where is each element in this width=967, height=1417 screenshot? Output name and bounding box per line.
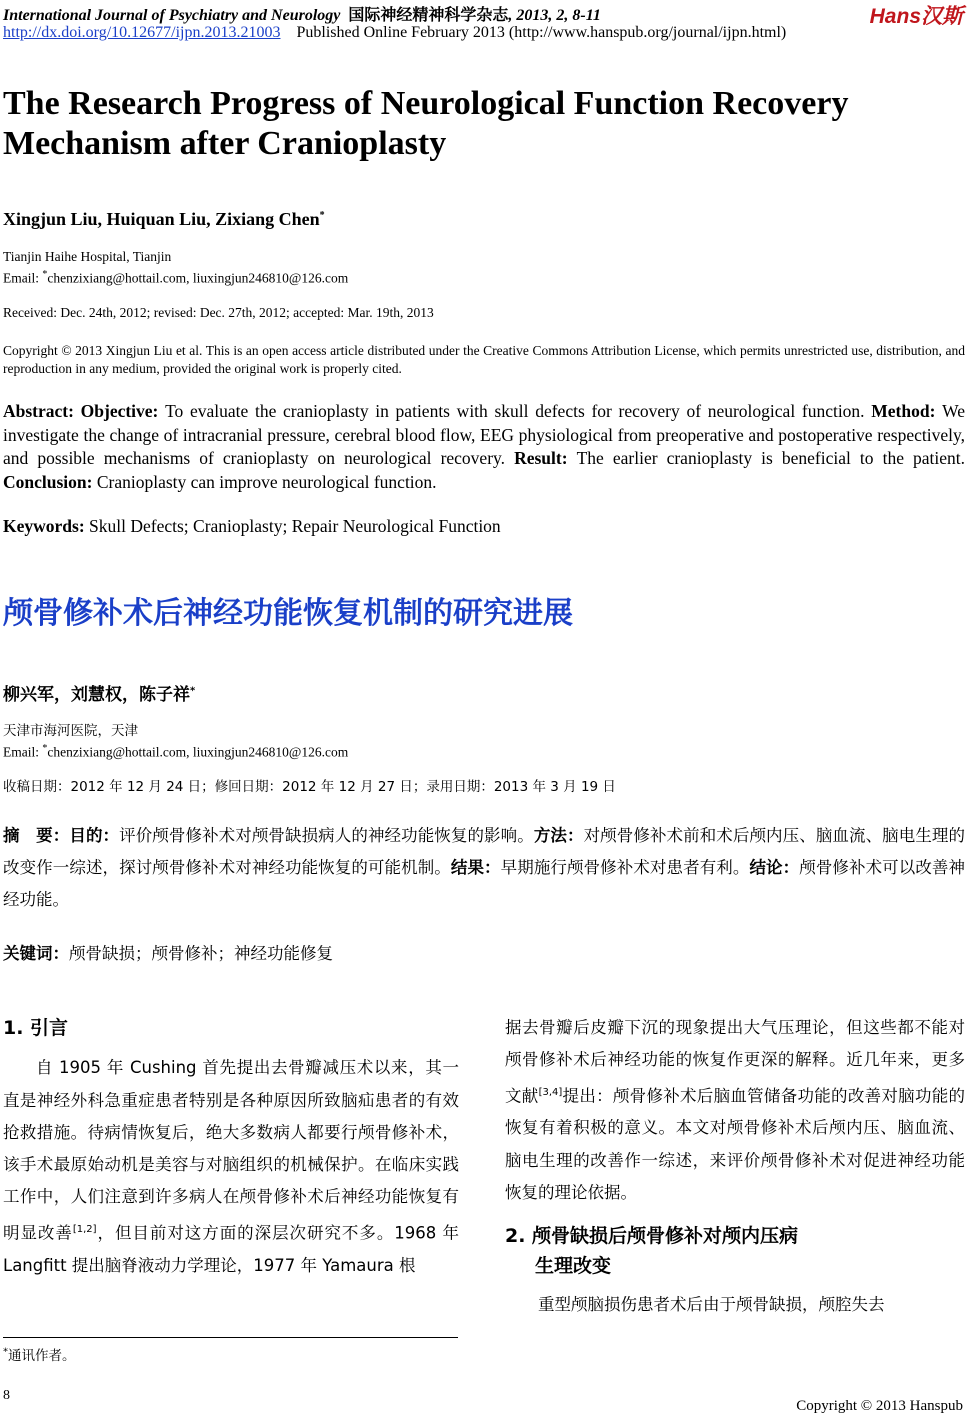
footer-copyright: Copyright © 2013 Hanspub [796, 1398, 963, 1414]
section-2-heading [505, 1221, 965, 1281]
cn-result-text: 早期施行颅骨修补术对患者有利。 [500, 858, 750, 877]
hans-logo: Hans汉斯 [869, 5, 963, 28]
english-authors: Xingjun Liu, Huiquan Liu, Zixiang Chen* [3, 209, 325, 229]
abstract-label: Abstract: [3, 401, 81, 421]
chinese-authors: 柳兴军，刘慧权，陈子祥* [3, 685, 196, 705]
cn-conclusion-text: 颅骨修补术可以改善神经功能。 [3, 858, 966, 909]
cn-keywords-label: 关键词： [3, 944, 69, 963]
chinese-keywords [3, 940, 333, 964]
intro-text-b: ，但目前对这方面的深层次研究不多。1968 年 Langfitt 提出脑脊液动力学理论，1977 年 Yamaura 根 [3, 1223, 459, 1275]
intro-paragraph [3, 1052, 459, 1282]
continued-paragraph [505, 1012, 965, 1209]
cn-keywords-text: 颅骨缺损；颅骨修补；神经功能修复 [69, 944, 333, 963]
doi-link[interactable]: http://dx.doi.org/10.12677/ijpn.2013.21003 [3, 24, 281, 41]
english-keywords [3, 516, 501, 537]
result-label: Result: [514, 448, 577, 468]
section-2-heading-line1: 2. 颅骨缺损后颅骨修补对颅内压病 [505, 1225, 799, 1248]
english-received: Received: Dec. 24th, 2012; revised: Dec. 27th, 2012; accepted: Mar. 19th, 2013 [3, 305, 434, 320]
chinese-received: 收稿日期：2012 年 12 月 24 日；修回日期：2012 年 12 月 27 日；录用日期：2013 年 3 月 19 日 [3, 779, 616, 795]
authors-text: Xingjun Liu, Huiquan Liu, Zixiang Chen [3, 209, 320, 229]
english-abstract [3, 400, 965, 494]
chinese-title: 颅骨修补术后神经功能恢复机制的研究进展 [3, 596, 573, 631]
publication-line [3, 24, 786, 42]
section-2-heading-line2: 生理改变 [535, 1255, 612, 1278]
english-title: The Research Progress of Neurological Function Recovery Mechanism after Cranioplasty [3, 85, 849, 162]
journal-header [3, 2, 601, 25]
citation-ref[interactable]: [3,4] [538, 1086, 563, 1098]
method-label: Method: [871, 401, 943, 421]
citation: , 2013, 2, 8-11 [508, 7, 601, 24]
chinese-email: Email: *chenzixiang@hottail.com, liuxingjun246810@126.com [3, 743, 349, 760]
footnote: *通讯作者。 [3, 1346, 76, 1364]
cn-email-text: chenzixiang@hottail.com, liuxingjun246810@126.com [47, 744, 349, 760]
cn-method-text: 对颅骨修补术前和术后颅内压、脑血流、脑电生理的改变作一综述，探讨颅骨修补术对神经功能恢复的可能机制。 [3, 826, 966, 877]
cn-objective-label: 目的： [69, 826, 120, 845]
objective-label: Objective: [80, 401, 166, 421]
english-copyright: Copyright © 2013 Xingjun Liu et al. This is an open access article distributed under the Creative Commons Attribution License, which permits unrestricted use, distribution, and reproduction in any medium, provided the original work is properly cited. [3, 343, 965, 376]
right-column [505, 1012, 965, 1322]
journal-name: International Journal of Psychiatry and Neurology [3, 7, 341, 24]
cn-method-label: 方法： [533, 826, 584, 845]
journal-name-cn: 国际神经精神科学杂志 [348, 7, 509, 24]
conclusion-label: Conclusion: [3, 471, 97, 492]
footnote-divider [3, 1337, 458, 1338]
footnote-text: 通讯作者。 [8, 1348, 76, 1364]
chinese-affiliation: 天津市海河医院，天津 [3, 723, 138, 739]
page-number: 8 [3, 1388, 10, 1403]
intro-text-a: 自 1905 年 Cushing 首先提出去骨瓣减压术以来，其一直是神经外科急重症患者特别是各种原因所致脑疝患者的有效抢救措施。待病情恢复后，绝大多数病人都要行颅骨修补术，该手术最原始动机是美容与对脑组织的机械保护。在临床实践工作中，人们注意到许多病人在颅骨修补术后神经功能恢复有明显改善 [3, 1058, 459, 1243]
cn-abstract-label: 摘 要： [3, 826, 70, 845]
cn-authors-text: 柳兴军，刘慧权，陈子祥 [3, 685, 190, 705]
section-2-paragraph: 重型颅脑损伤患者术后由于颅骨缺损，颅腔失去 [538, 1295, 885, 1315]
keywords-label: Keywords: [3, 516, 90, 536]
english-affiliation: Tianjin Haihe Hospital, Tianjin [3, 249, 172, 264]
para2-text-a: 据去骨瓣后皮瓣下沉的现象提出大气压理论，但这些都不能对颅骨修补术后神经功能的恢复作更深的解释。近几年来，更多文献 [505, 1018, 965, 1106]
english-email: Email: *chenzixiang@hottail.com, liuxingjun246810@126.com [3, 269, 349, 286]
cn-result-label: 结果： [450, 858, 501, 877]
citation-ref[interactable]: [1,2] [72, 1223, 97, 1235]
cn-email-label: Email: [3, 744, 43, 760]
left-column [3, 1012, 459, 1282]
email-label: Email: [3, 270, 43, 286]
para2-text-b: 提出：颅骨修补术后脑血管储备功能的改善对脑功能的恢复有着积极的意义。本文对颅骨修补术后颅内压、脑血流、脑电生理的改善作一综述，来评价颅骨修补术对促进神经功能恢复的理论依据。 [505, 1086, 966, 1202]
section-1-heading: 1. 引言 [3, 1017, 69, 1039]
cn-objective-text: 评价颅骨修补术对颅骨缺损病人的神经功能恢复的影响。 [119, 826, 534, 845]
conclusion-text: Cranioplasty can improve neurological function. [96, 471, 437, 492]
keywords-text: Skull Defects; Cranioplasty; Repair Neurological Function [89, 516, 501, 536]
method-text: We investigate the change of intracranial pressure, cerebral blood flow, EEG physiological from preoperative and postoperative respectively, and possible mechanisms of cranioplasty on neurological recovery. [3, 401, 966, 468]
result-text: The earlier cranioplasty is beneficial to the patient. [576, 448, 966, 468]
chinese-abstract [3, 820, 965, 916]
cn-conclusion-label: 结论： [749, 858, 800, 877]
objective-text: To evaluate the cranioplasty in patients with skull defects for recovery of neurological function. [165, 401, 872, 421]
published-info: Published Online February 2013 (http://www.hanspub.org/journal/ijpn.html) [296, 24, 787, 41]
email-text: chenzixiang@hottail.com, liuxingjun246810@126.com [47, 270, 349, 286]
